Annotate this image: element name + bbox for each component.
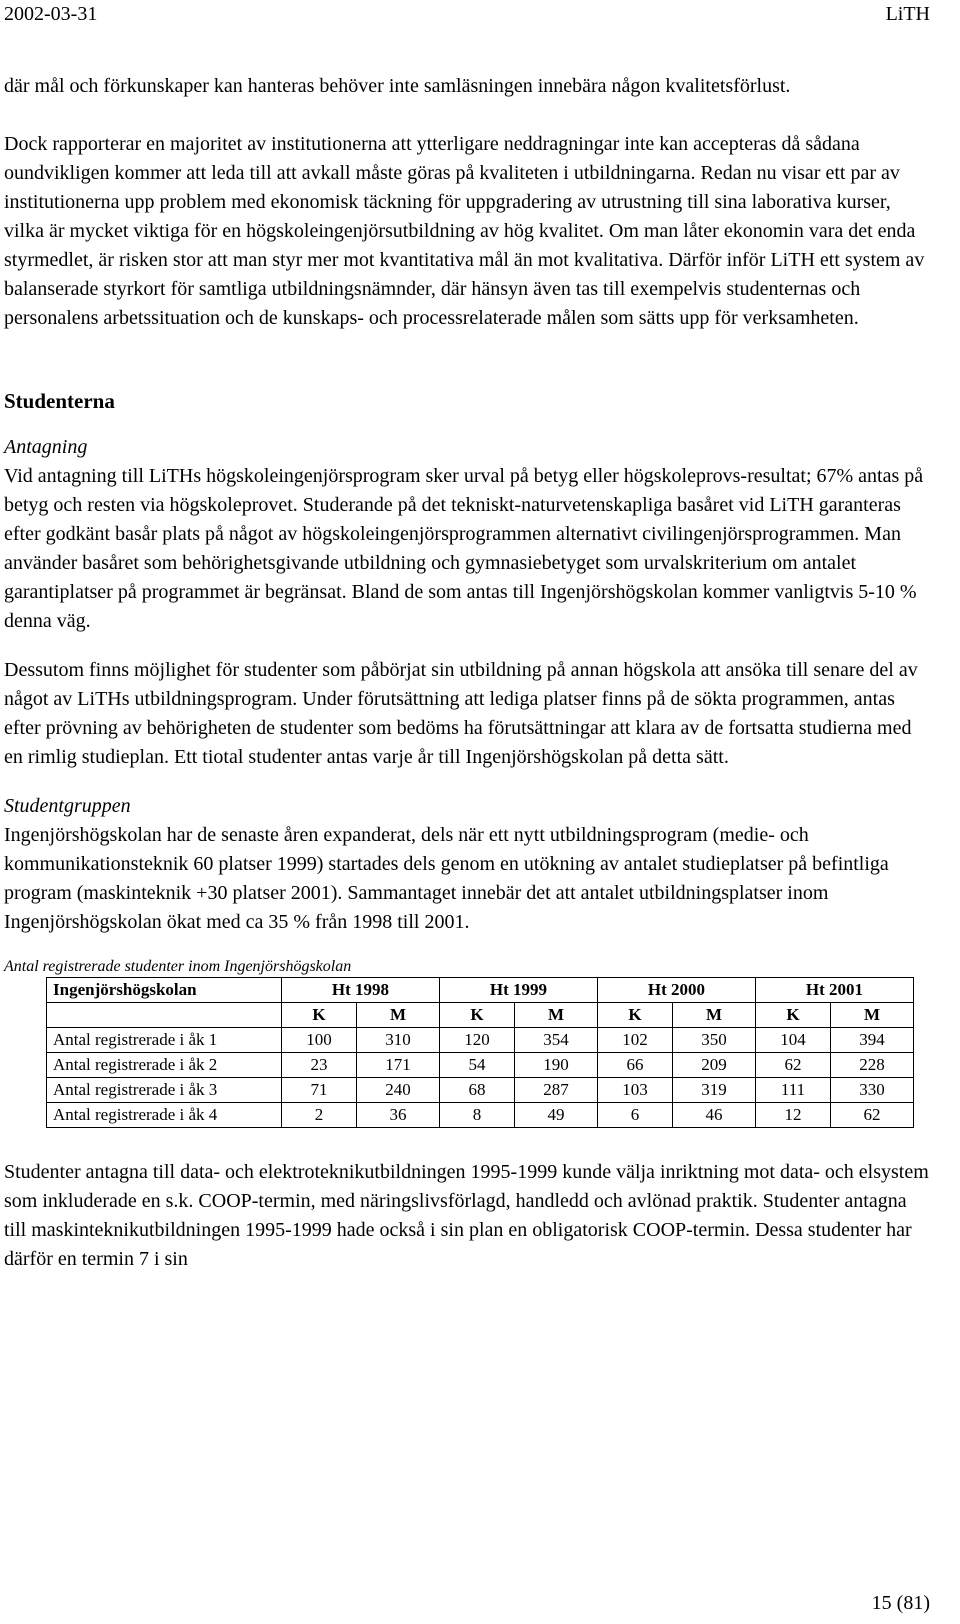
table-subheader-row [47,1003,914,1028]
table-cell: 330 [831,1078,914,1103]
table-cell: 120 [440,1028,515,1053]
table-cell: 240 [357,1078,440,1103]
header-org: LiTH [885,3,930,25]
table-row-label: Antal registrerade i åk 4 [47,1103,282,1128]
table-cell: 354 [515,1028,598,1053]
table-row [47,1103,914,1128]
table-header-row [47,978,914,1003]
table-cell: 190 [515,1053,598,1078]
subheading-studentgruppen: Studentgruppen [4,795,131,817]
table-cell: 46 [673,1103,756,1128]
table-corner-cell: Ingenjörshögskolan [47,978,282,1003]
table-cell: 71 [282,1078,357,1103]
table-cell: 350 [673,1028,756,1053]
table-cell: 287 [515,1078,598,1103]
table-year-header: Ht 1999 [440,978,598,1003]
table-cell: 111 [756,1078,831,1103]
paragraph-studenter: Studenter antagna till data- och elektroteknikutbildningen 1995-1999 kunde välja inriktning mot data- och elsystem som inkluderade en s.k. COOP-termin, med näringslivsförlagd, handledd och avlönad praktik. Studenter antagna till maskinteknikutbildningen 1995-1999 hade också i sin plan en obligatorisk COOP-termin. Dessa studenter har därför en termin 7 i sin [4,1161,929,1270]
table-cell: 49 [515,1103,598,1128]
header-date: 2002-03-31 [4,3,98,25]
table-row [47,1053,914,1078]
table-cell: 2 [282,1103,357,1128]
table-cell: 102 [598,1028,673,1053]
table-sub-header: K [756,1003,831,1028]
table-cell: 103 [598,1078,673,1103]
table-cell: 54 [440,1053,515,1078]
table-sub-header: M [357,1003,440,1028]
table-cell: 394 [831,1028,914,1053]
table-cell: 23 [282,1053,357,1078]
table-sub-header: M [831,1003,914,1028]
table-sub-header: M [515,1003,598,1028]
table-year-header: Ht 2000 [598,978,756,1003]
table-cell: 36 [357,1103,440,1128]
table-cell: 62 [831,1103,914,1128]
table-cell: 310 [357,1028,440,1053]
paragraph-dock: Dock rapporterar en majoritet av institutionerna att ytterligare neddragningar inte kan accepteras då sådana oundvikligen kommer att leda till att avkall måste göras på kvaliteten i utbildningarna. Redan nu visar ett par av institutionerna upp problem med ekonomisk täckning för uppgradering av utrustning till sina laborativa kurser, vilka är mycket viktiga för en högskoleingenjörsutbildning av hög kvalitet. Om man låter ekonomin vara det enda styrmedlet, är risken stor att man styr mer mot kvantitativa mål än mot kvalitativa. Därför inför LiTH ett system av balanserade styrkort för samtliga utbildningsnämnder, där hänsyn även tas till exempelvis studenternas och personalens arbetssituation och de kunskaps- och processrelaterade målen som sätts upp för verksamheten. [4,133,925,329]
table-row-label: Antal registrerade i åk 1 [47,1028,282,1053]
paragraph-studentgruppen: Ingenjörshögskolan har de senaste åren expanderat, dels när ett nytt utbildningsprogram (medie- och kommunikationsteknik 60 platser 1999) startades dels genom en utökning av antalet studieplatser på befintliga program (maskinteknik +30 platser 2001). Sammantaget innebär det att antalet utbildningsplatser inom Ingenjörshögskolan ökat med ca 35 % från 1998 till 2001. [4,824,889,933]
table-row-label: Antal registrerade i åk 2 [47,1053,282,1078]
table-sub-header: K [282,1003,357,1028]
table-cell: 68 [440,1078,515,1103]
document-body [4,72,930,1274]
subheading-antagning: Antagning [4,436,88,458]
table-cell: 228 [831,1053,914,1078]
registered-students-table [46,977,914,1128]
table-cell: 209 [673,1053,756,1078]
table-row [47,1078,914,1103]
table-empty-cell [47,1003,282,1028]
table-cell: 12 [756,1103,831,1128]
table-cell: 104 [756,1028,831,1053]
table-cell: 62 [756,1053,831,1078]
table-cell: 171 [357,1053,440,1078]
table-year-header: Ht 2001 [756,978,914,1003]
paragraph-continuation: där mål och förkunskaper kan hanteras behöver inte samläsningen innebära någon kvalitetsförlust. [4,75,791,97]
page-number: 15 (81) [871,1592,930,1614]
table-cell: 100 [282,1028,357,1053]
table-sub-header: K [598,1003,673,1028]
table-year-header: Ht 1998 [282,978,440,1003]
table-sub-header: M [673,1003,756,1028]
table-row [47,1028,914,1053]
table-cell: 6 [598,1103,673,1128]
table-cell: 66 [598,1053,673,1078]
section-title: Studenterna [4,389,115,413]
table-cell: 319 [673,1078,756,1103]
table-caption: Antal registrerade studenter inom Ingenjörshögskolan [4,958,352,975]
table-cell: 8 [440,1103,515,1128]
paragraph-antagning: Vid antagning till LiTHs högskoleingenjörsprogram sker urval på betyg eller högskoleprovs-resultat; 67% antas på betyg och resten via högskoleprovet. Studerande på det tekniskt-naturvetenskapliga basåret vid LiTH garanteras efter godkänt basår plats på något av högskoleingenjörsprogrammen alternativt civilingenjörsprogrammen. Man använder basåret som behörighetsgivande utbildning och gymnasiebetyget som urvalskriterium om antalet garantiplatser på programmet är begränsat. Bland de som antas till Ingenjörshögskolan kommer vanligtvis 5-10 % denna väg. [4,465,924,632]
paragraph-dessutom: Dessutom finns möjlighet för studenter som påbörjat sin utbildning på annan högskola att ansöka till senare del av något av LiTHs utbildningsprogram. Under förutsättning att lediga platser finns på de sökta programmen, antas efter prövning av behörigheten de studenter som bedöms ha förutsättningar att klara av de fortsatta studierna med en rimlig studieplan. Ett tiotal studenter antas varje år till Ingenjörshögskolan på detta sätt. [4,659,918,768]
table-row-label: Antal registrerade i åk 3 [47,1078,282,1103]
table-sub-header: K [440,1003,515,1028]
